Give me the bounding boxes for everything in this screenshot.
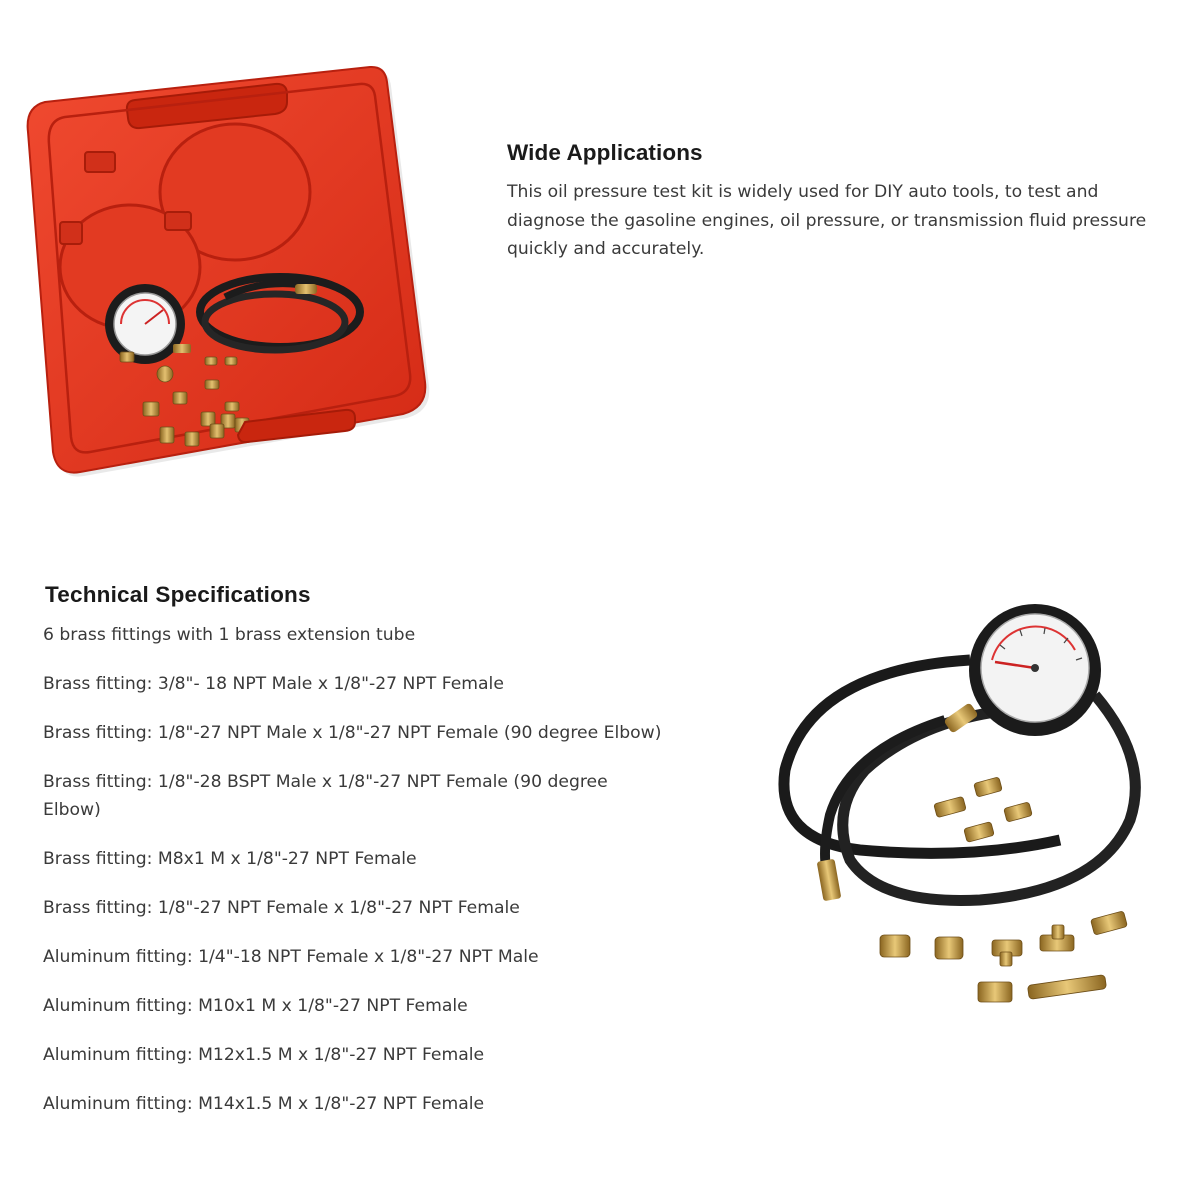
spec-item: 6 brass fittings with 1 brass extension tube (43, 625, 416, 645)
technical-specifications-section (43, 582, 743, 1139)
spec-item: Aluminum fitting: 1/4"-18 NPT Female x 1/8"-27 NPT Male (43, 947, 539, 967)
wide-applications-description: This oil pressure test kit is widely used for DIY auto tools, to test and diagnose the gasoline engines, oil pressure, or transmission fluid pressure quickly and accurately. (507, 182, 1147, 259)
gauge-hose-fittings-image (770, 600, 1160, 1020)
spec-item: Brass fitting: 3/8"- 18 NPT Male x 1/8"-27 NPT Female (43, 674, 504, 694)
wide-applications-title: Wide Applications (507, 140, 703, 165)
technical-specifications-title: Technical Specifications (45, 582, 311, 607)
spec-item: Brass fitting: 1/8"-27 NPT Female x 1/8"-27 NPT Female (43, 898, 520, 918)
spec-list (43, 621, 743, 1118)
spec-item: Aluminum fitting: M12x1.5 M x 1/8"-27 NPT Female (43, 1045, 485, 1065)
top-section (0, 0, 1200, 500)
spec-item: Aluminum fitting: M14x1.5 M x 1/8"-27 NPT Female (43, 1094, 485, 1114)
spec-item: Aluminum fitting: M10x1 M x 1/8"-27 NPT Female (43, 996, 468, 1016)
spec-item: Brass fitting: M8x1 M x 1/8"-27 NPT Female (43, 849, 417, 869)
spec-item: Brass fitting: 1/8"-27 NPT Male x 1/8"-27 NPT Female (90 degree Elbow) (43, 723, 662, 743)
red-case-kit-image (25, 62, 430, 477)
spec-item: Brass fitting: 1/8"-28 BSPT Male x 1/8"-27 NPT Female (90 degree Elbow) (43, 772, 608, 820)
wide-applications-section (507, 140, 1147, 264)
